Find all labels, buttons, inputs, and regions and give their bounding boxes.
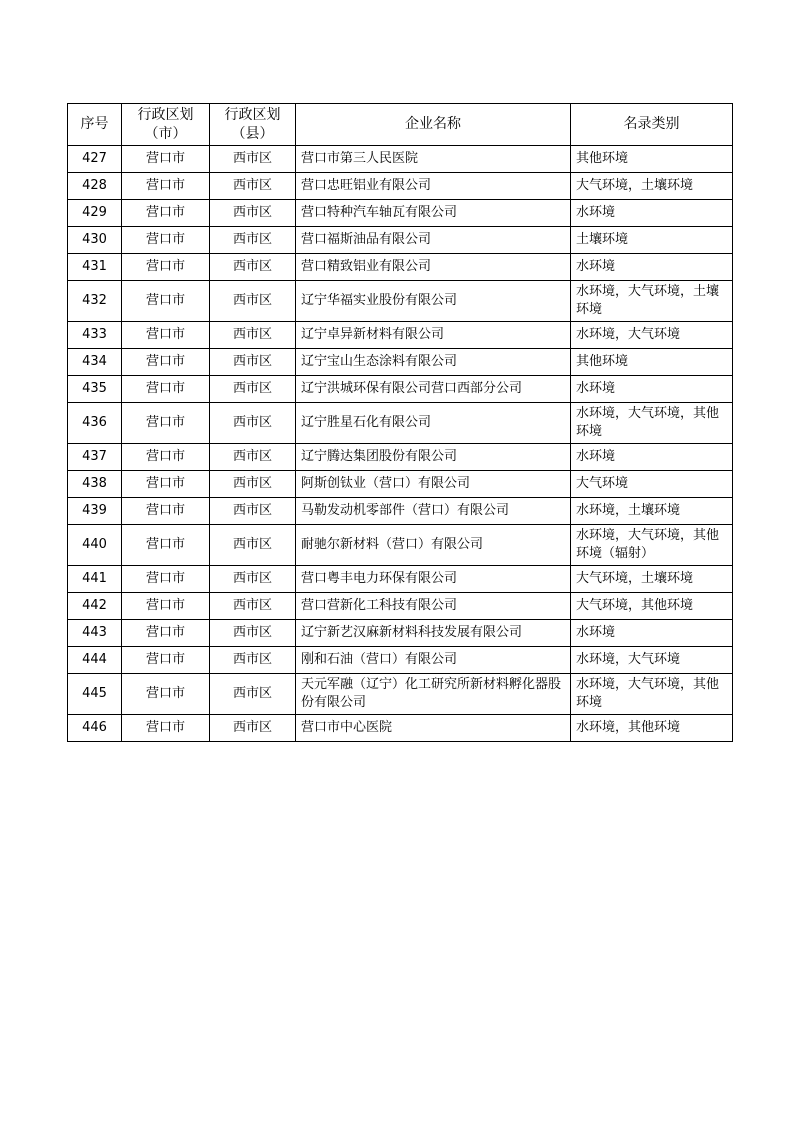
table-row bbox=[68, 200, 733, 227]
cell-list-category: 大气环境，土壤环境 bbox=[571, 566, 733, 593]
cell-county: 西市区 bbox=[210, 525, 296, 566]
table-row bbox=[68, 471, 733, 498]
cell-county: 西市区 bbox=[210, 674, 296, 715]
table-row bbox=[68, 593, 733, 620]
cell-seq: 427 bbox=[68, 146, 122, 173]
table-row bbox=[68, 403, 733, 444]
cell-city: 营口市 bbox=[122, 498, 210, 525]
cell-enterprise-name: 辽宁腾达集团股份有限公司 bbox=[296, 444, 571, 471]
table-row bbox=[68, 227, 733, 254]
cell-enterprise-name: 辽宁宝山生态涂料有限公司 bbox=[296, 349, 571, 376]
cell-city: 营口市 bbox=[122, 593, 210, 620]
table-row bbox=[68, 146, 733, 173]
cell-seq: 428 bbox=[68, 173, 122, 200]
cell-seq: 431 bbox=[68, 254, 122, 281]
cell-seq: 446 bbox=[68, 715, 122, 742]
table-row bbox=[68, 254, 733, 281]
cell-county: 西市区 bbox=[210, 444, 296, 471]
cell-city: 营口市 bbox=[122, 403, 210, 444]
table-row bbox=[68, 322, 733, 349]
cell-city: 营口市 bbox=[122, 715, 210, 742]
cell-enterprise-name: 营口市中心医院 bbox=[296, 715, 571, 742]
table-row bbox=[68, 620, 733, 647]
cell-city: 营口市 bbox=[122, 471, 210, 498]
cell-enterprise-name: 辽宁卓异新材料有限公司 bbox=[296, 322, 571, 349]
cell-city: 营口市 bbox=[122, 254, 210, 281]
cell-seq: 434 bbox=[68, 349, 122, 376]
cell-enterprise-name: 营口精致铝业有限公司 bbox=[296, 254, 571, 281]
cell-list-category: 水环境，大气环境，土壤环境 bbox=[571, 281, 733, 322]
cell-city: 营口市 bbox=[122, 322, 210, 349]
cell-city: 营口市 bbox=[122, 674, 210, 715]
cell-city: 营口市 bbox=[122, 525, 210, 566]
cell-enterprise-name: 营口忠旺铝业有限公司 bbox=[296, 173, 571, 200]
table-row bbox=[68, 566, 733, 593]
cell-list-category: 水环境，大气环境，其他环境（辐射） bbox=[571, 525, 733, 566]
cell-city: 营口市 bbox=[122, 444, 210, 471]
table-row bbox=[68, 715, 733, 742]
cell-enterprise-name: 辽宁新艺汉麻新材料科技发展有限公司 bbox=[296, 620, 571, 647]
cell-list-category: 水环境，大气环境 bbox=[571, 647, 733, 674]
cell-seq: 433 bbox=[68, 322, 122, 349]
cell-list-category: 水环境 bbox=[571, 254, 733, 281]
table-header-row bbox=[68, 104, 733, 146]
cell-city: 营口市 bbox=[122, 620, 210, 647]
table-row bbox=[68, 281, 733, 322]
cell-list-category: 水环境，大气环境，其他环境 bbox=[571, 403, 733, 444]
cell-city: 营口市 bbox=[122, 173, 210, 200]
cell-enterprise-name: 营口粤丰电力环保有限公司 bbox=[296, 566, 571, 593]
cell-enterprise-name: 马勒发动机零部件（营口）有限公司 bbox=[296, 498, 571, 525]
cell-seq: 437 bbox=[68, 444, 122, 471]
cell-enterprise-name: 营口市第三人民医院 bbox=[296, 146, 571, 173]
cell-list-category: 大气环境，其他环境 bbox=[571, 593, 733, 620]
cell-county: 西市区 bbox=[210, 227, 296, 254]
cell-seq: 441 bbox=[68, 566, 122, 593]
cell-list-category: 水环境，大气环境 bbox=[571, 322, 733, 349]
cell-list-category: 土壤环境 bbox=[571, 227, 733, 254]
cell-city: 营口市 bbox=[122, 227, 210, 254]
cell-enterprise-name: 辽宁洪城环保有限公司营口西部分公司 bbox=[296, 376, 571, 403]
cell-county: 西市区 bbox=[210, 647, 296, 674]
cell-seq: 436 bbox=[68, 403, 122, 444]
table-body bbox=[68, 146, 733, 742]
cell-seq: 440 bbox=[68, 525, 122, 566]
table-row bbox=[68, 525, 733, 566]
cell-list-category: 大气环境 bbox=[571, 471, 733, 498]
table-row bbox=[68, 498, 733, 525]
cell-list-category: 水环境，大气环境，其他环境 bbox=[571, 674, 733, 715]
header-city: 行政区划 （市） bbox=[122, 104, 210, 146]
cell-county: 西市区 bbox=[210, 254, 296, 281]
table-row bbox=[68, 173, 733, 200]
cell-county: 西市区 bbox=[210, 322, 296, 349]
enterprise-list-table bbox=[67, 103, 733, 742]
table-row bbox=[68, 444, 733, 471]
cell-seq: 438 bbox=[68, 471, 122, 498]
cell-county: 西市区 bbox=[210, 498, 296, 525]
cell-list-category: 水环境 bbox=[571, 444, 733, 471]
cell-city: 营口市 bbox=[122, 146, 210, 173]
cell-county: 西市区 bbox=[210, 593, 296, 620]
cell-city: 营口市 bbox=[122, 349, 210, 376]
cell-county: 西市区 bbox=[210, 173, 296, 200]
cell-county: 西市区 bbox=[210, 471, 296, 498]
header-list-category: 名录类别 bbox=[571, 104, 733, 146]
cell-city: 营口市 bbox=[122, 281, 210, 322]
cell-enterprise-name: 天元军融（辽宁）化工研究所新材料孵化器股份有限公司 bbox=[296, 674, 571, 715]
cell-county: 西市区 bbox=[210, 200, 296, 227]
cell-county: 西市区 bbox=[210, 349, 296, 376]
cell-county: 西市区 bbox=[210, 281, 296, 322]
cell-enterprise-name: 耐驰尔新材料（营口）有限公司 bbox=[296, 525, 571, 566]
cell-list-category: 其他环境 bbox=[571, 146, 733, 173]
cell-seq: 435 bbox=[68, 376, 122, 403]
table-row bbox=[68, 674, 733, 715]
cell-enterprise-name: 营口营新化工科技有限公司 bbox=[296, 593, 571, 620]
cell-city: 营口市 bbox=[122, 566, 210, 593]
cell-seq: 443 bbox=[68, 620, 122, 647]
cell-enterprise-name: 营口福斯油品有限公司 bbox=[296, 227, 571, 254]
cell-list-category: 水环境，其他环境 bbox=[571, 715, 733, 742]
table-row bbox=[68, 349, 733, 376]
table-row bbox=[68, 376, 733, 403]
cell-city: 营口市 bbox=[122, 647, 210, 674]
cell-seq: 444 bbox=[68, 647, 122, 674]
cell-enterprise-name: 刚和石油（营口）有限公司 bbox=[296, 647, 571, 674]
cell-enterprise-name: 辽宁胜星石化有限公司 bbox=[296, 403, 571, 444]
cell-city: 营口市 bbox=[122, 376, 210, 403]
cell-seq: 439 bbox=[68, 498, 122, 525]
table-row bbox=[68, 647, 733, 674]
cell-county: 西市区 bbox=[210, 715, 296, 742]
cell-list-category: 水环境，土壤环境 bbox=[571, 498, 733, 525]
header-county: 行政区划 （县） bbox=[210, 104, 296, 146]
cell-list-category: 其他环境 bbox=[571, 349, 733, 376]
cell-seq: 442 bbox=[68, 593, 122, 620]
header-seq: 序号 bbox=[68, 104, 122, 146]
cell-list-category: 水环境 bbox=[571, 376, 733, 403]
cell-city: 营口市 bbox=[122, 200, 210, 227]
cell-enterprise-name: 辽宁华福实业股份有限公司 bbox=[296, 281, 571, 322]
cell-county: 西市区 bbox=[210, 620, 296, 647]
cell-county: 西市区 bbox=[210, 146, 296, 173]
cell-county: 西市区 bbox=[210, 403, 296, 444]
cell-seq: 429 bbox=[68, 200, 122, 227]
cell-seq: 445 bbox=[68, 674, 122, 715]
cell-list-category: 大气环境，土壤环境 bbox=[571, 173, 733, 200]
cell-county: 西市区 bbox=[210, 376, 296, 403]
cell-seq: 430 bbox=[68, 227, 122, 254]
cell-list-category: 水环境 bbox=[571, 200, 733, 227]
header-enterprise-name: 企业名称 bbox=[296, 104, 571, 146]
cell-seq: 432 bbox=[68, 281, 122, 322]
cell-enterprise-name: 阿斯创钛业（营口）有限公司 bbox=[296, 471, 571, 498]
cell-enterprise-name: 营口特种汽车轴瓦有限公司 bbox=[296, 200, 571, 227]
cell-list-category: 水环境 bbox=[571, 620, 733, 647]
cell-county: 西市区 bbox=[210, 566, 296, 593]
